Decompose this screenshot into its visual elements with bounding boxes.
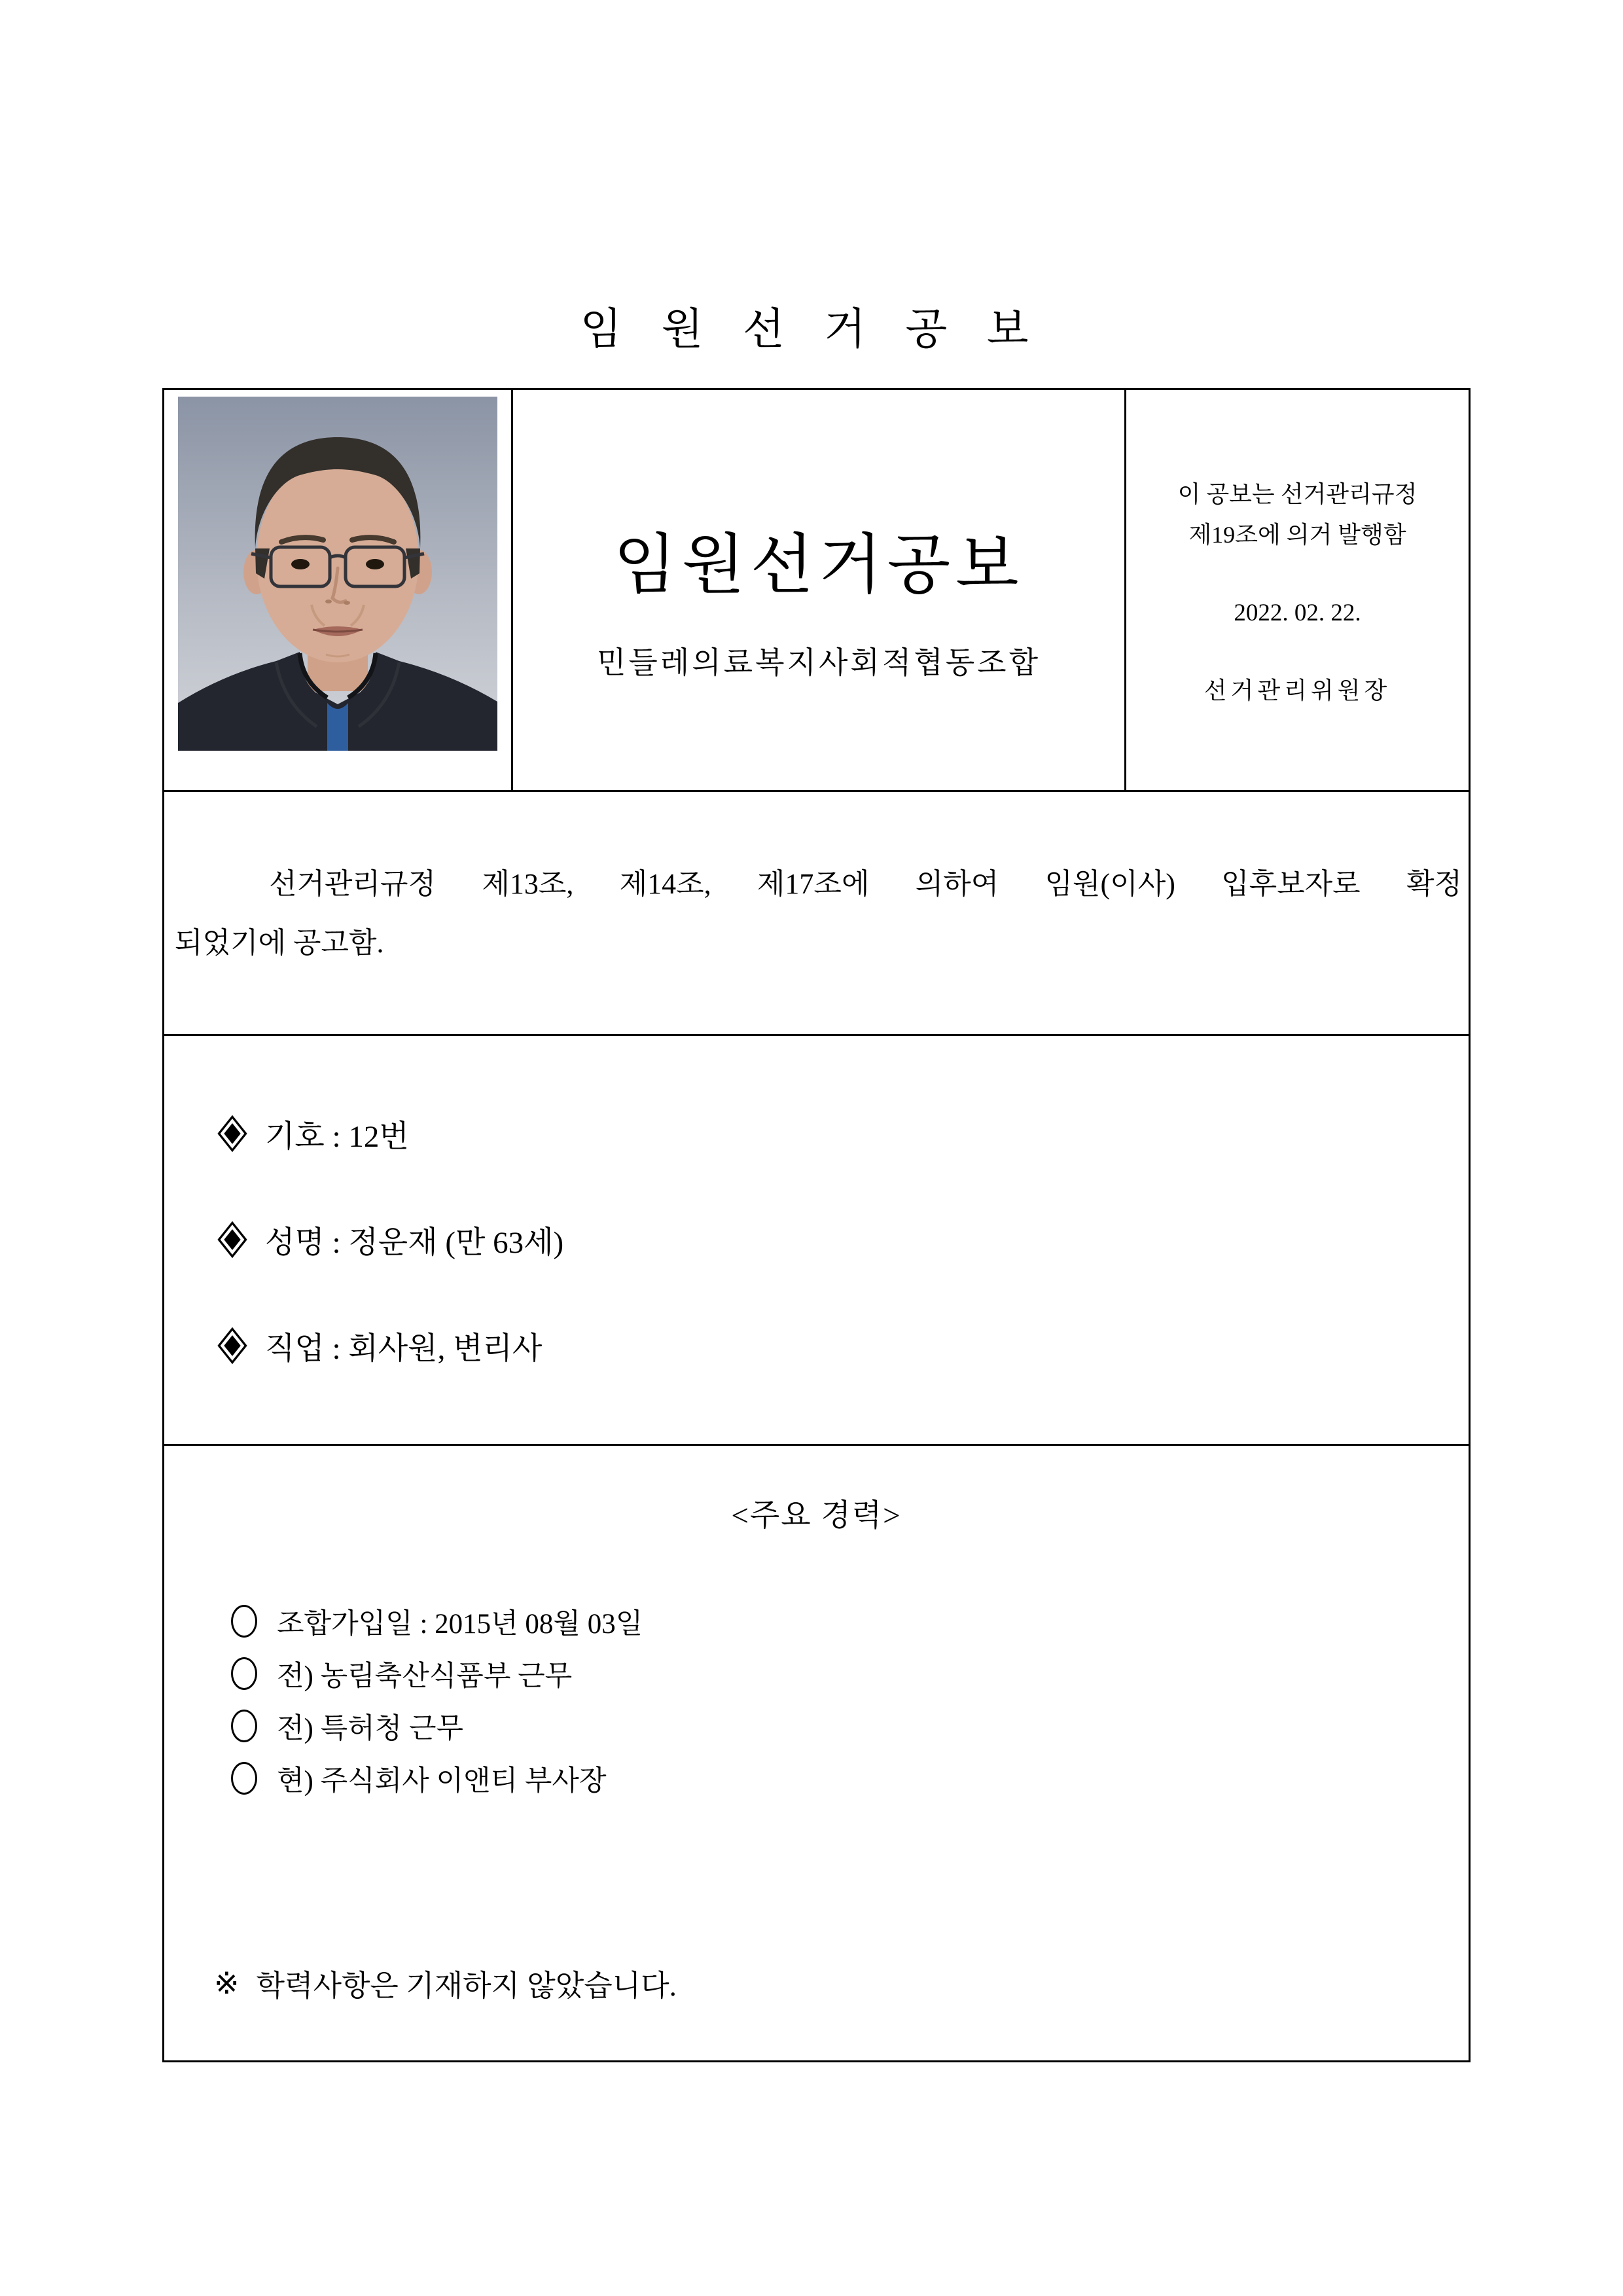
candidate-number-item <box>217 1117 1469 1154</box>
organization-name: 민들레의료복지사회적협동조합 <box>596 646 1041 679</box>
education-note-text: 학력사항은 기재하지 않았습니다. <box>256 1969 677 2002</box>
announcement-line1: 선거관리규정 제13조, 제14조, 제17조에 의하여 임원(이사) 입후보자로 확정 <box>269 868 1462 900</box>
career-item-text: 전) 특허청 근무 <box>277 1713 464 1744</box>
career-list <box>164 1595 1469 1804</box>
diamond-bullet-icon <box>217 1221 247 1259</box>
bulletin-title-cell <box>512 389 1126 791</box>
candidate-name-text: 성명 : 정운재 (만 63세) <box>265 1225 564 1260</box>
candidate-occupation-text: 직업 : 회사원, 변리사 <box>265 1331 543 1366</box>
career-cell <box>164 1445 1470 2062</box>
career-item <box>231 1595 1469 1647</box>
circle-bullet-icon <box>231 1605 257 1638</box>
diamond-bullet-icon <box>217 1327 247 1365</box>
page-title: 임 원 선 거 공 보 <box>580 306 1043 353</box>
issue-notice-line1: 이 공보는 선거관리규정 <box>1177 481 1418 507</box>
candidate-info-cell <box>164 1035 1470 1445</box>
career-item-text: 조합가입일 : 2015년 08월 03일 <box>277 1608 643 1640</box>
candidate-info-row <box>164 1035 1470 1445</box>
candidate-name-item <box>217 1223 1469 1260</box>
diamond-bullet-icon <box>217 1115 247 1153</box>
career-item <box>231 1752 1469 1804</box>
candidate-photo <box>178 397 497 751</box>
reference-mark-icon: ※ <box>214 1965 240 2001</box>
career-item <box>231 1647 1469 1700</box>
career-item <box>231 1700 1469 1752</box>
candidate-occupation-item <box>217 1329 1469 1366</box>
bulletin-table <box>162 388 1471 2062</box>
photo-cell <box>164 389 512 791</box>
circle-bullet-icon <box>231 1762 257 1795</box>
issue-notice-line2: 제19조에 의거 발행함 <box>1188 522 1406 548</box>
education-note <box>164 1962 1469 2004</box>
circle-bullet-icon <box>231 1710 257 1742</box>
career-row <box>164 1445 1470 2062</box>
bulletin-title: 임원선거공보 <box>613 529 1024 601</box>
header-row <box>164 389 1470 791</box>
announcement-cell <box>164 791 1470 1035</box>
announcement-row <box>164 791 1470 1035</box>
circle-bullet-icon <box>231 1657 257 1690</box>
issue-date: 2022. 02. 22. <box>1234 600 1361 626</box>
issuer-title: 선거관리위원장 <box>1204 677 1391 704</box>
career-item-text: 전) 농림축산식품부 근무 <box>277 1660 573 1692</box>
candidate-number-text: 기호 : 12번 <box>265 1119 409 1154</box>
issue-notice-cell <box>1126 389 1470 791</box>
career-item-text: 현) 주식회사 이앤티 부사장 <box>277 1765 607 1797</box>
career-heading: <주요 경력> <box>731 1499 902 1533</box>
announcement-line2: 되었기에 공고함. <box>175 927 384 959</box>
